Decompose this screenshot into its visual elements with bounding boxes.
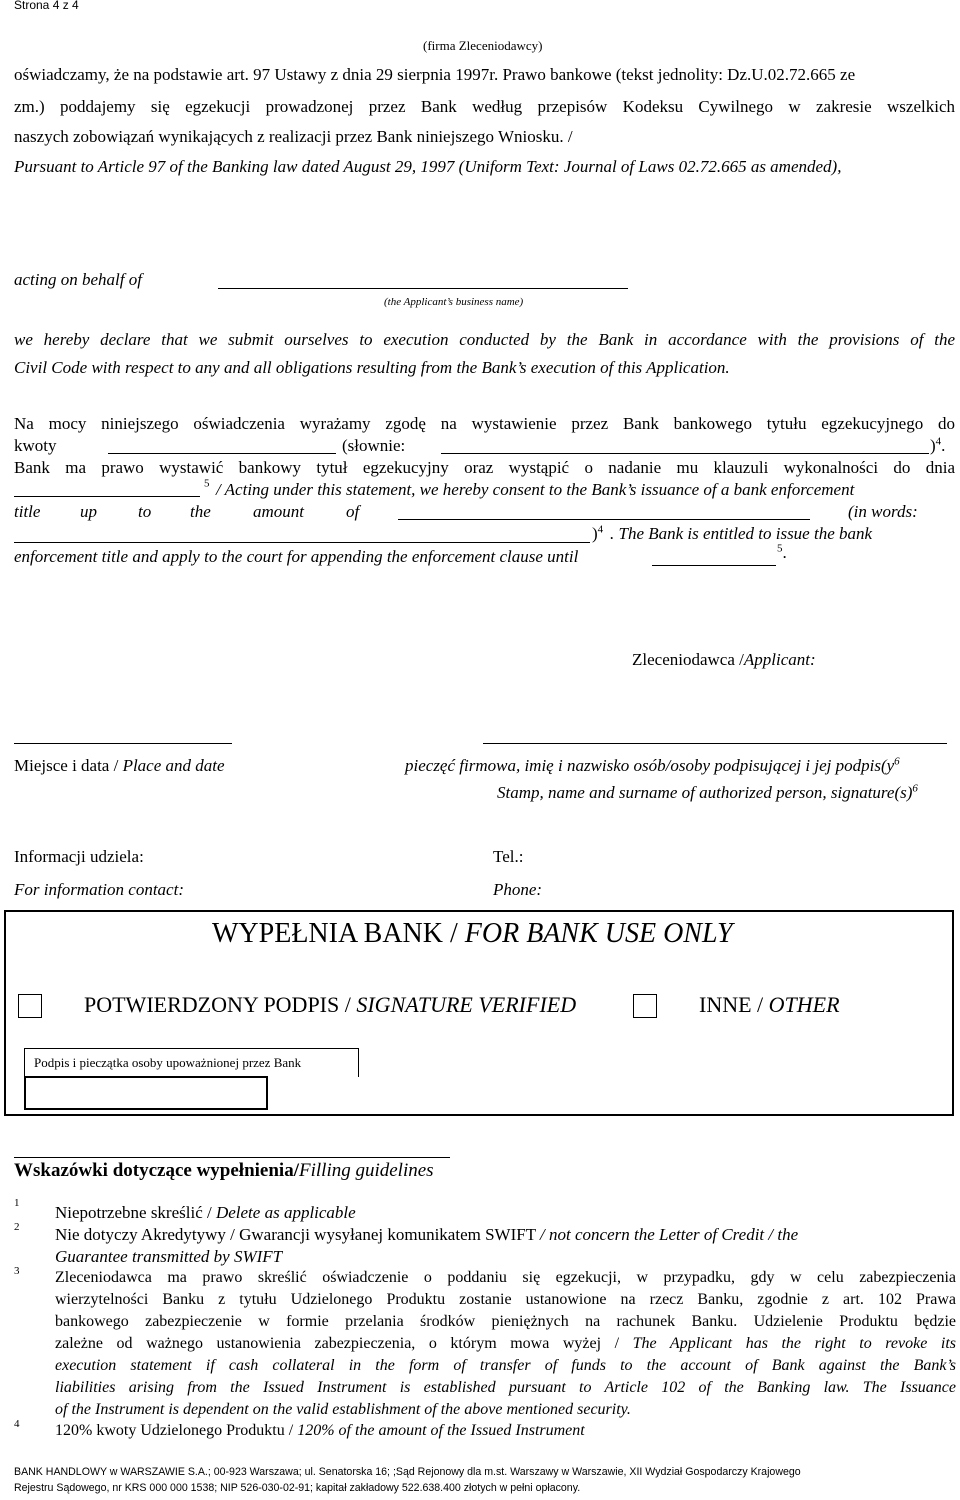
footer-line1: BANK HANDLOWY w WARSZAWIE S.A.; 00-923 Warszawa; ul. Senatorska 16; ;Sąd Rejonowy dla m.st. Warszawy w Warszawie, XII Wydział Gospodarczy Krajowego [14,1466,801,1478]
consent-en-line6-tail: . The Bank is entitled to issue the bank [610,524,873,543]
applicant-name-field[interactable] [218,288,628,289]
consent-sup5: 5 [204,477,210,490]
title-word-6: of [346,502,360,521]
place-date-field[interactable] [14,743,232,744]
firm-label: (firma Zleceniodawcy) [423,38,543,53]
bank-use-title: WYPEŁNIA BANK / FOR BANK USE ONLY [212,918,733,949]
other-label: INNE / OTHER [699,992,840,1017]
statement-en-line3: Civil Code with respect to any and all obligations resulting from the Bank’s execution of this Application. [14,358,730,377]
place-date-label: Miejsce i data / Place and date [14,756,225,775]
tel-label-en: Phone: [493,880,543,899]
statement-en-line1: Pursuant to Article 97 of the Banking law dated August 29, 1997 (Uniform Text: Journal of Laws 02.72.665 as amended), [14,157,842,176]
title-word-2: up [80,502,97,521]
page-number: Strona 4 z 4 [14,0,79,12]
statement-en-line2: we hereby declare that we submit ourselves to execution conducted by the Bank in accordance with the provisions of the [14,330,955,349]
footer-line2: Rejestru Sądowego, nr KRS 000 000 1538; NIP 526-030-02-91; kapitał zakładowy 522.638.400 złotych w pełni opłacony. [14,1482,581,1494]
amount-words-en-field[interactable] [14,542,590,543]
note3-line2: wierzytelności Banku z tytułu Udzielonego Produktu zostanie ustanowione na rzecz Banku, zgodnie z art. 102 Prawa [55,1291,956,1308]
signature-verified-label: POTWIERDZONY PODPIS / SIGNATURE VERIFIED [84,992,577,1017]
title-word-3: to [138,502,152,521]
bank-signature-field[interactable] [24,1076,268,1110]
note3-line3: bankowego zabezpieczenie w formie przelania środków pieniężnych na rachunek Banku. Udzielenie Produktu będzie [55,1313,956,1330]
other-checkbox[interactable] [633,994,657,1018]
note3-line1: Zleceniodawca ma prawo skreślić oświadczenie o poddaniu się egzekucji, w przypadku, gdy w celu zabezpieczenia [55,1269,956,1286]
note1-number: 1 [14,1197,20,1209]
amount-en-field[interactable] [398,519,810,520]
bank-use-box [4,910,954,1116]
statement-pl-line2: zm.) poddajemy się egzekucji prowadzonej przez Bank według przepisów Kodeksu Cywilnego w zakresie wszelkich [14,97,955,116]
note3-line4: zależne od ważnego ustanowienia zabezpieczenia, o którym mowa wyżej / The Applicant has the right to revoke its [55,1335,956,1352]
note3-line5: execution statement if cash collateral in the form of transfer of funds to the account of Bank against the Bank’s [55,1357,956,1374]
note3-number: 3 [14,1265,20,1277]
note2-number: 2 [14,1221,20,1233]
acting-on-behalf-label: acting on behalf of [14,270,142,289]
note2-text: Nie dotyczy Akredytywy / Gwarancji wysyłanej komunikatem SWIFT / not concern the Letter of Credit / the [55,1225,799,1244]
in-words-label: (in words: [848,502,918,521]
note1-text: Niepotrzebne skreślić / Delete as applicable [55,1203,356,1222]
bank-signature-caption: Podpis i pieczątka osoby upoważnionej przez Bank [34,1055,302,1070]
statement-pl-line1: oświadczamy, że na podstawie art. 97 Ustawy z dnia 29 sierpnia 1997r. Prawo bankowe (tekst jednolity: Dz.U.02.72.665 ze [14,65,856,84]
tel-label-pl: Tel.: [493,847,524,866]
stamp-pl-label: pieczęć firmowa, imię i nazwisko osób/osoby podpisującej i jej $podpis(y^6$ [405,755,900,775]
note4-number: 4 [14,1418,20,1430]
consent-pl-line3: Bank ma prawo wystawić bankowy tytuł egzekucyjny oraz wystąpić o nadanie mu klauzuli wykonalności do dnia [14,458,955,477]
amount-field[interactable] [108,453,336,454]
stamp-en-label: Stamp, name and surname of authorized person, $signature(s)^6$ [497,782,918,802]
note3-line6: liabilities arising from the Issued Instrument is established pursuant to Article 102 of the Banking law. The Issuance [55,1379,956,1396]
slownie-label: (słownie: [342,436,406,455]
stamp-signature-field[interactable] [483,743,947,744]
until-date-field[interactable] [14,496,200,497]
statement-pl-line3: naszych zobowiązań wynikających z realizacji przez Bank niniejszego Wniosku. / [14,127,573,146]
consent-pl-line1: Na mocy niniejszego oświadczenia wyrażamy zgodę na wystawienie przez Bank bankowego tytułu egzekucyjnego do [14,414,955,433]
consent-footnote-4-en: )$^4$ [592,523,604,543]
consent-en-line4: / Acting under this statement, we hereby consent to the Bank’s issuance of a bank enforcement [216,480,855,499]
consent-sup5-en: $^5$. [777,542,787,562]
applicant-signature-label: Zleceniodawca /Applicant: [632,650,816,669]
info-contact-pl: Informacji udziela: [14,847,144,866]
consent-en-line7: enforcement title and apply to the court for appending the enforcement clause until [14,547,579,566]
until-date-en-field[interactable] [652,565,776,566]
kwoty-label: kwoty [14,436,57,455]
applicant-name-caption: (the Applicant’s business name) [384,296,524,308]
note2-text-cont: Guarantee transmitted by SWIFT [55,1247,283,1266]
consent-footnote-4: )$^4$. [930,435,946,455]
title-word-1: title [14,502,41,521]
title-word-5: amount [253,502,304,521]
note4-text: 120% kwoty Udzielonego Produktu / 120% of the amount of the Issued Instrument [55,1422,585,1439]
title-word-4: the [190,502,211,521]
note3-line7: of the Instrument is dependent on the valid establishment of the above mentioned security. [55,1401,631,1418]
amount-words-field[interactable] [441,453,929,454]
info-contact-en: For information contact: [14,880,184,899]
guidelines-title: Wskazówki dotyczące wypełnienia/Filling guidelines [14,1160,434,1181]
guidelines-separator [14,1157,450,1158]
signature-verified-checkbox[interactable] [18,994,42,1018]
